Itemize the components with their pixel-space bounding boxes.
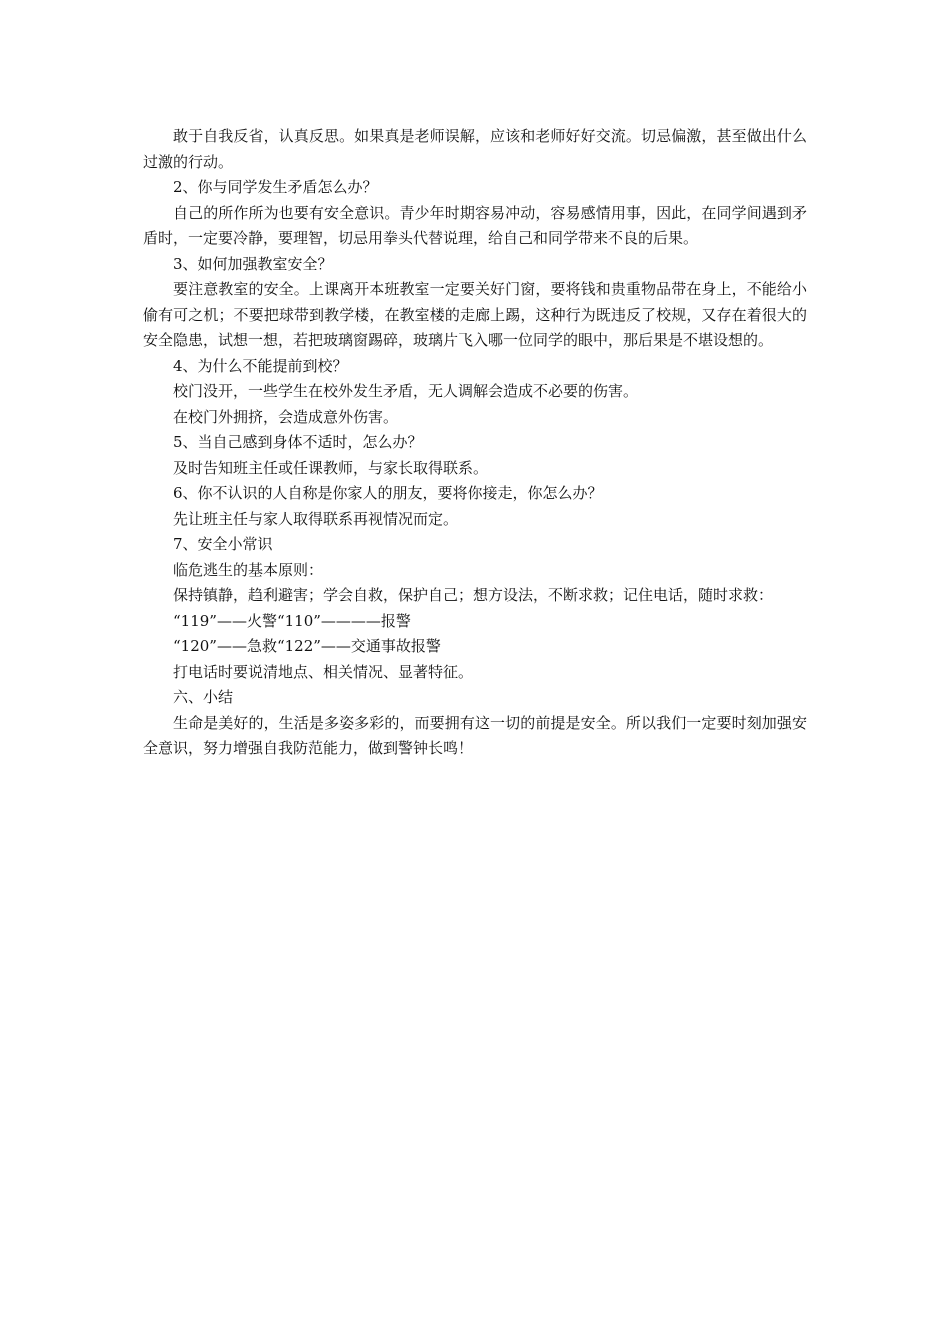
paragraph-emergency-numbers-1: “119”——火警“110”————报警 <box>173 611 411 630</box>
heading-q2: 2、你与同学发生矛盾怎么办？ <box>173 178 378 196</box>
paragraph-escape-principles-title: 临危逃生的基本原则： <box>173 560 324 579</box>
heading-q5: 5、当自己感到身体不适时，怎么办？ <box>173 433 423 451</box>
paragraph-escape-principles: 保持镇静，趋利避害；学会自救，保护自己；想方设法，不断求救；记住电话，随时求救： <box>173 586 774 604</box>
paragraph-q6-answer: 先让班主任与家人取得联系再视情况而定。 <box>173 509 459 528</box>
heading-q6: 6、你不认识的人自称是你家人的朋友，要将你接走，你怎么办？ <box>173 484 603 502</box>
heading-q3: 3、如何加强教室安全？ <box>173 254 333 273</box>
paragraph-summary: 生命是美好的，生活是多姿多彩的，而要拥有这一切的前提是安全。所以我们一定要时刻加强安全意识，努力增强自我防范能力，做到警钟长鸣！ <box>143 713 807 757</box>
paragraph-q5-answer: 及时告知班主任或任课教师，与家长取得联系。 <box>173 458 489 477</box>
heading-summary: 六、小结 <box>173 688 234 706</box>
heading-q4: 4、为什么不能提前到校？ <box>173 356 348 375</box>
document-body <box>143 124 807 762</box>
paragraph-q4-answer-1: 校门没开，一些学生在校外发生矛盾，无人调解会造成不必要的伤害。 <box>173 382 639 400</box>
paragraph-phone-tips: 打电话时要说清地点、相关情况、显著特征。 <box>173 662 474 681</box>
paragraph-q2-answer: 自己的所作所为也要有安全意识。青少年时期容易冲动，容易感情用事，因此，在同学间遇到矛盾时，一定要冷静，要理智，切忌用拳头代替说理，给自己和同学带来不良的后果。 <box>143 203 807 247</box>
paragraph-q3-answer: 要注意教室的安全。上课离开本班教室一定要关好门窗，要将钱和贵重物品带在身上，不能给小偷有可之机；不要把球带到教学楼，在教室楼的走廊上踢，这种行为既违反了校规，又存在着很大的安全隐患，试想一想，若把玻璃窗踢碎，玻璃片飞入哪一位同学的眼中，那后果是不堪设想的。 <box>143 280 807 349</box>
paragraph-reflection: 敢于自我反省，认真反思。如果真是老师误解，应该和老师好好交流。切忌偏激，甚至做出什么过激的行动。 <box>143 127 807 171</box>
paragraph-emergency-numbers-2: “120”——急救“122”——交通事故报警 <box>173 637 441 655</box>
heading-q7: 7、安全小常识 <box>173 535 273 553</box>
paragraph-q4-answer-2: 在校门外拥挤，会造成意外伤害。 <box>173 407 399 426</box>
